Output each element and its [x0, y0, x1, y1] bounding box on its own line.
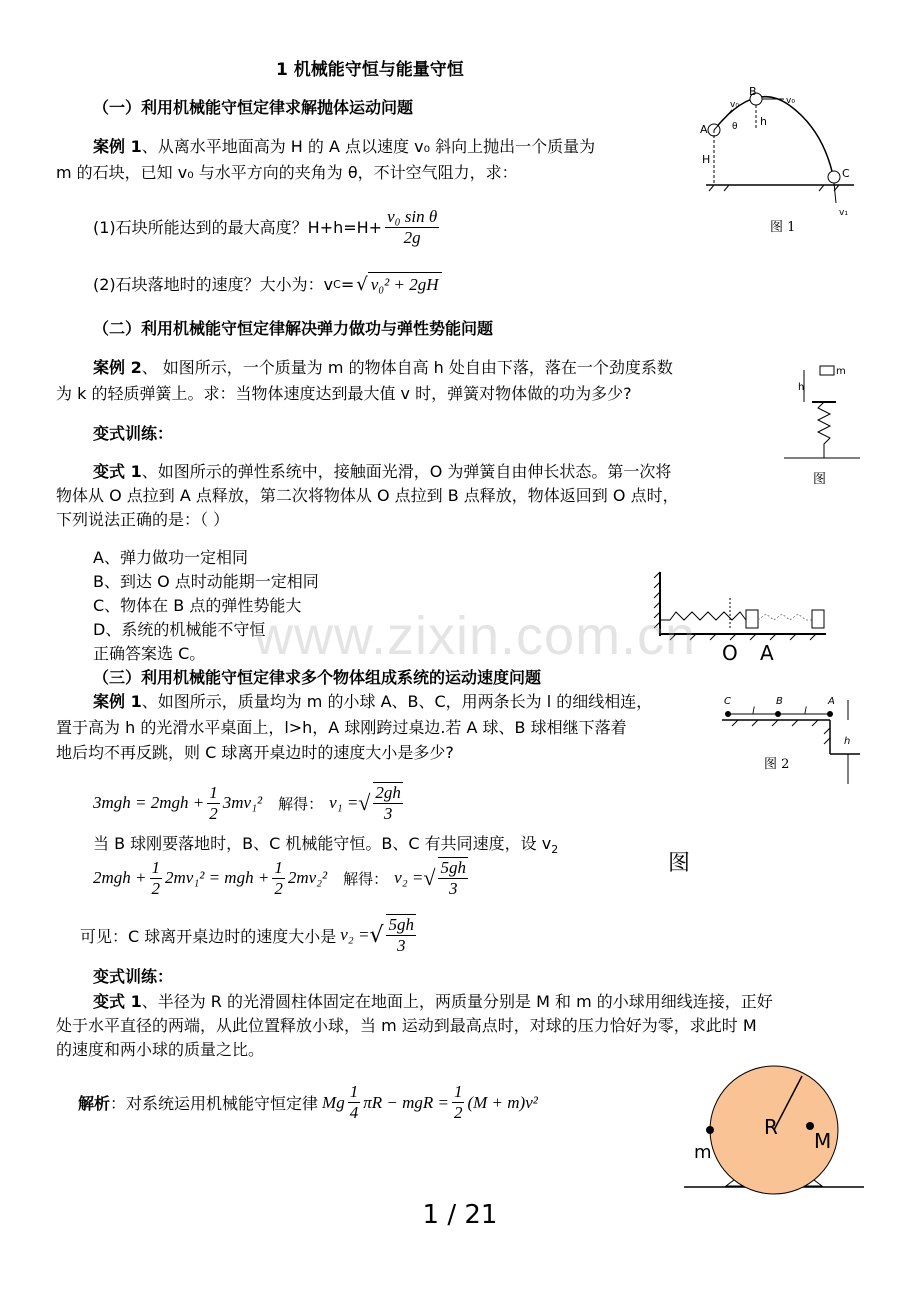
variant1-line1	[93, 460, 671, 484]
variant1-option-b: B、到达 O 点时动能期一定相同	[93, 572, 319, 591]
analysis-eq-c: (M + m)v²	[467, 1092, 538, 1112]
quarter-den: 4	[349, 1103, 359, 1122]
q1-text: (1)石块所能达到的最大高度？H+h=H+	[93, 217, 383, 237]
page-indicator: 1 / 21	[422, 1200, 498, 1230]
table-label-B: B	[776, 696, 783, 707]
eq2-half-a-num: 1	[151, 857, 160, 877]
case3-line3: 地后均不再反跳，则 C 球离开桌边时的速度大小是多少?	[56, 743, 454, 762]
conclusion-sqrt-den: 3	[396, 936, 406, 955]
q1-numerator: v₀ sin θ	[387, 207, 438, 226]
eq1-right: 3mv₁²	[222, 793, 263, 812]
case3-equation-1	[93, 782, 406, 824]
variant2-line2: 处于水平直径的两端，从此位置释放小球，当 m 运动到最高点时，对球的压力恰好为零，求此时 M	[56, 1016, 757, 1035]
figure-1-projectile	[694, 85, 864, 235]
analysis-text: ：对系统运用机械能守恒定律	[110, 1094, 319, 1113]
variant2-line1	[93, 990, 773, 1014]
page-title: 1 机械能守恒与能量守恒	[276, 60, 464, 80]
section-heading-2: （二）利用机械能守恒定律解决弹力做功与弹性势能问题	[93, 319, 494, 338]
variant2-analysis	[78, 1082, 538, 1123]
table-label-A: A	[828, 696, 835, 707]
analysis-half	[452, 1082, 465, 1123]
q2-sqrt: v₀² + 2gH	[368, 272, 442, 297]
figure-1-caption: 图 1	[770, 220, 796, 235]
case1-question-2	[93, 272, 442, 297]
quarter-num: 1	[349, 1082, 359, 1101]
variant1-line3: 下列说法正确的是：（ ）	[56, 510, 230, 529]
case3-line1	[93, 690, 652, 714]
q2-text: (2)石块落地时的速度？大小为：v	[93, 274, 334, 294]
eq2-v: v₂ =	[394, 868, 424, 887]
case3-text1: 、如图所示，质量均为 m 的小球 A、B、C，用两条长为 l 的细线相连，	[141, 692, 653, 711]
table-label-h: h	[844, 736, 851, 747]
spring-label-h: h	[798, 382, 805, 393]
eq2-half-b	[272, 858, 285, 899]
eq1-sqrt	[373, 782, 403, 824]
eq2-half-a	[150, 858, 163, 899]
variant-title: 变式训练：	[93, 424, 174, 443]
eq2-half-a-den: 2	[151, 878, 160, 898]
case1-text1: 、从离水平地面高为 H 的 A 点以速度 v₀ 斜向上抛出一个质量为	[141, 137, 596, 156]
q2-sub: C	[333, 277, 341, 291]
fig1-label-A: A	[700, 123, 708, 136]
section-heading-3: （三）利用机械能守恒定律求多个物体组成系统的运动速度问题	[93, 668, 542, 687]
mid-text: 当 B 球刚要落地时，B、C 机械能守恒。B、C 有共同速度，设 v	[93, 834, 552, 853]
eq1-solve: 解得：	[278, 794, 324, 813]
case2-line2: 为 k 的轻质弹簧上。求：当物体速度达到最大值 v 时，弹簧对物体做的功为多少?	[56, 384, 632, 403]
variant2-line3: 的速度和两小球的质量之比。	[56, 1040, 265, 1059]
case3-label: 案例 1	[93, 692, 142, 711]
figure-spring	[782, 362, 862, 462]
variant1-answer: 正确答案选 C。	[93, 644, 206, 663]
q1-fraction	[385, 207, 439, 248]
eq1-sqrt-sign: √	[358, 790, 371, 815]
fig1-label-H: H	[702, 153, 711, 166]
spring-label-m: m	[836, 366, 846, 377]
eq2-sqrt-den: 3	[448, 879, 458, 898]
analysis-eq-b: πR − mgR =	[363, 1092, 449, 1112]
case1-label: 案例 1	[93, 137, 142, 156]
table-label-l1: l	[752, 706, 755, 717]
half-den: 2	[453, 1103, 463, 1122]
eq1-half-num: 1	[209, 782, 218, 802]
variant2-label: 变式 1	[93, 992, 142, 1011]
fig1-label-C: C	[842, 167, 850, 180]
mid-sub: 2	[551, 843, 559, 857]
figure-cylinder	[680, 1060, 870, 1195]
case2-text1: 、 如图所示，一个质量为 m 的物体自高 h 处自由下落，落在一个劲度系数	[141, 358, 673, 377]
fig1-label-theta: θ	[732, 122, 738, 132]
conclusion-sqrt-num: 5gh	[388, 915, 414, 934]
case3-equation-2	[93, 857, 471, 899]
table-label-C: C	[724, 696, 731, 707]
ox-label-A: A	[760, 641, 774, 663]
ox-label-O: O	[722, 641, 738, 663]
circle-label-M: M	[814, 1129, 832, 1153]
half-num: 1	[453, 1082, 463, 1101]
table-label-l2: l	[804, 706, 807, 717]
eq2-sqrt-sign: √	[423, 865, 436, 890]
case3-line2: 置于高为 h 的光滑水平桌面上，l>h，A 球刚跨过桌边.若 A 球、B 球相继下落着	[56, 718, 627, 737]
analysis-quarter	[348, 1082, 361, 1123]
figure-table	[722, 690, 862, 790]
loose-figure-label: 图	[668, 851, 691, 876]
case2-line1	[93, 356, 673, 380]
variant2-title: 变式训练：	[93, 967, 174, 986]
variant1-line2: 物体从 O 点拉到 A 点释放，第二次将物体从 O 点拉到 B 点释放，物体返回到 O 点时，	[56, 486, 679, 505]
eq2-left: 2mgh +	[93, 868, 147, 887]
variant1-option-a: A、弹力做功一定相同	[93, 548, 248, 567]
analysis-eq-a: Mg	[322, 1092, 345, 1112]
fig1-label-vc: v₁	[839, 208, 848, 218]
variant1-option-d: D、系统的机械能不守恒	[93, 620, 266, 639]
eq1-half	[207, 783, 220, 824]
watermark: www.zixin.com.cn	[254, 606, 697, 666]
eq1-half-den: 2	[209, 803, 218, 823]
eq1-sqrt-den: 3	[383, 804, 393, 823]
circle-label-R: R	[764, 1115, 778, 1139]
eq2-sqrt-num: 5gh	[440, 858, 466, 877]
conclusion-text: 可见：C 球离开桌边时的速度大小是	[80, 926, 337, 946]
eq2-solve: 解得：	[343, 869, 389, 888]
variant1-label: 变式 1	[93, 462, 142, 481]
fig1-label-B: B	[749, 85, 757, 98]
variant1-option-c: C、物体在 B 点的弹性势能大	[93, 596, 302, 615]
eq1-sqrt-num: 2gh	[375, 783, 401, 802]
q2-eq: =	[340, 274, 355, 294]
eq1-left: 3mgh = 2mgh +	[93, 793, 205, 812]
case1-question-1	[93, 207, 442, 248]
fig1-label-h: h	[760, 115, 767, 128]
conclusion-v: v₂ =	[340, 925, 370, 944]
fig1-label-v0: v₀	[730, 100, 739, 110]
eq2-mid: 2mv₁² = mgh +	[165, 868, 270, 887]
case2-label: 案例 2	[93, 358, 142, 377]
figure-spring-caption: 图	[813, 472, 827, 487]
eq2-half-b-den: 2	[274, 878, 283, 898]
q1-denominator: 2g	[403, 228, 421, 247]
case3-conclusion	[80, 914, 419, 956]
circle-label-m: m	[694, 1142, 712, 1163]
variant2-text1: 、半径为 R 的光滑圆柱体固定在地面上，两质量分别是 M 和 m 的小球用细线连接，正好	[141, 992, 773, 1011]
sqrt-sign: √	[356, 273, 368, 295]
fig1-label-v0b: v₀	[786, 96, 795, 106]
conclusion-sqrt-sign: √	[369, 922, 384, 948]
analysis-label: 解析	[78, 1094, 111, 1113]
eq2-half-b-num: 1	[274, 857, 283, 877]
eq2-right: 2mv₂²	[287, 868, 328, 887]
figure-2-caption: 图 2	[764, 757, 790, 772]
case1-line2: m 的石块，已知 v₀ 与水平方向的夹角为 θ，不计空气阻力，求：	[56, 163, 518, 182]
section-heading-1: （一）利用机械能守恒定律求解抛体运动问题	[93, 98, 414, 117]
conclusion-sqrt	[386, 914, 416, 956]
eq1-v: v₁ =	[329, 793, 359, 812]
case1-line1	[93, 135, 595, 159]
eq2-sqrt	[438, 857, 468, 899]
variant1-text1: 、如图所示的弹性系统中，接触面光滑，O 为弹簧自由伸长状态。第一次将	[141, 462, 672, 481]
